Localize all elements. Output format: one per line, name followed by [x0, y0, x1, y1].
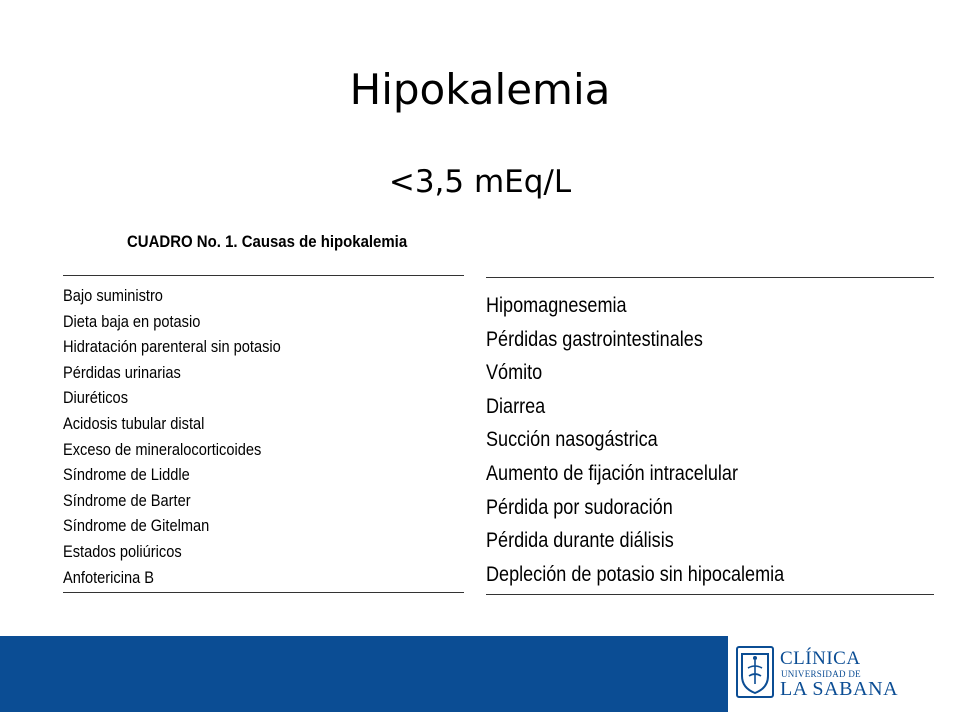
list-item: Síndrome de Barter — [63, 490, 191, 510]
list-item: Dieta baja en potasio — [63, 311, 201, 331]
list-item: Pérdidas gastrointestinales — [486, 327, 703, 351]
list-item: Bajo suministro — [63, 286, 163, 305]
slide-subtitle: <3,5 mEq/L — [388, 164, 572, 200]
logo-text-universidad: UNIVERSIDAD DE — [781, 669, 861, 679]
list-item: Hidratación parenteral sin potasio — [63, 337, 281, 357]
list-item: Exceso de mineralocorticoides — [63, 439, 262, 459]
causes-list-left — [63, 275, 464, 593]
university-seal-icon — [736, 646, 774, 698]
list-item: Acidosis tubular distal — [63, 413, 205, 433]
list-item: Vómito — [486, 361, 543, 385]
causes-list-right — [486, 277, 934, 595]
list-item: Síndrome de Liddle — [63, 465, 190, 485]
list-item: Hipomagnesemia — [486, 294, 627, 317]
table-caption: CUADRO No. 1. Causas de hipokalemia — [127, 232, 408, 251]
list-item: Depleción de potasio sin hipocalemia — [486, 562, 785, 586]
logo-text-la-sabana: LA SABANA — [780, 678, 899, 700]
slide-title: Hipokalemia — [349, 65, 611, 114]
list-item: Estados poliúricos — [63, 541, 182, 561]
list-item: Aumento de fijación intracelular — [486, 461, 738, 485]
list-item: Pérdidas urinarias — [63, 362, 181, 382]
logo-text-clinica: CLÍNICA — [780, 648, 861, 669]
list-item: Pérdida por sudoración — [486, 495, 673, 519]
list-item: Diuréticos — [63, 388, 129, 408]
list-item: Anfotericina B — [63, 567, 155, 587]
list-item: Síndrome de Gitelman — [63, 516, 210, 536]
list-item: Diarrea — [486, 394, 546, 418]
list-item: Succión nasogástrica — [486, 428, 658, 452]
list-item: Pérdida durante diálisis — [486, 529, 674, 553]
